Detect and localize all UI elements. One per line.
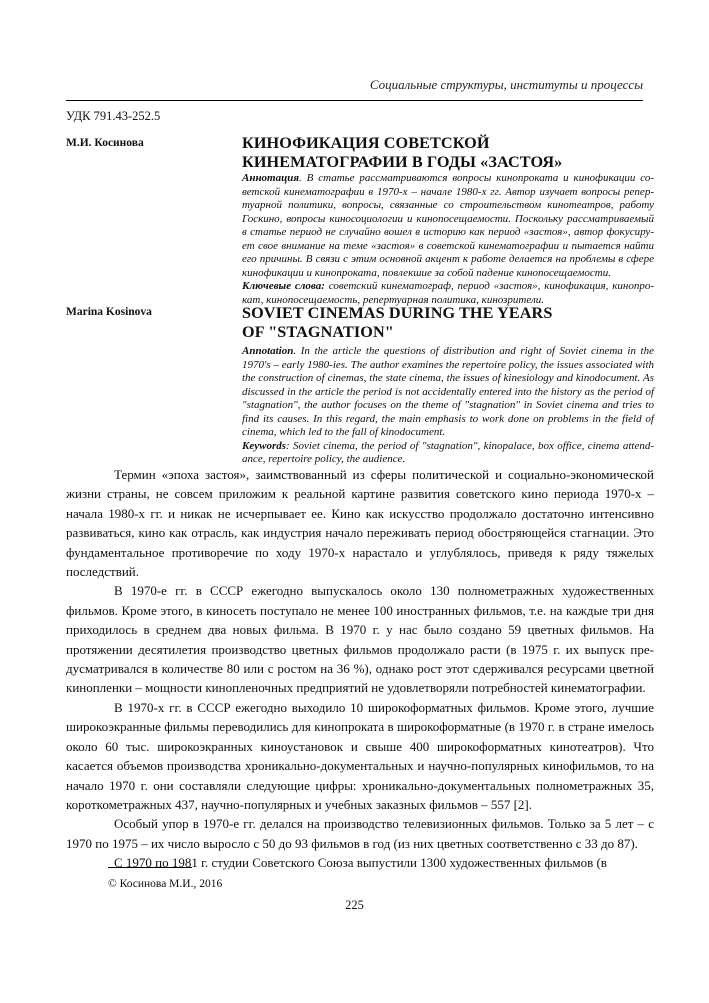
header-divider	[66, 100, 643, 101]
keywords-ru-text: советский кинематограф, период «застоя», кинофикация, кинопрокат, кинопосещаемость, репертуарная политика, кинозрители.	[242, 280, 654, 306]
abstract-en-text: . In the article the questions of distribution and right of Soviet cinema in the 1970's – early 1980-ies. The author examines the repertoire policy, the issues associated with the construction of cinemas, the state cinema, the issues of kinesiology and kinodocument. As discussed in the article the period is not accidentally entered into the history as the period of "stagnation", the author focuses on the theme of "stagnation" in Soviet cinema and tries to find its causes. In this regard, the main emphasis to work done on problems in the field of cinema, which led to the fall of kinodocument.	[242, 345, 654, 438]
title-en-line2: OF "STAGNATION"	[242, 323, 394, 341]
paragraph: С 1970 по 1981 г. студии Советского Союза выпустили 1300 художественных фильмов (в	[114, 855, 607, 871]
keywords-en	[242, 440, 654, 467]
author-en: Marina Kosinova	[66, 306, 152, 318]
abstract-en-label: Annotation	[242, 345, 294, 357]
title-ru-line1: КИНОФИКАЦИЯ СОВЕТСКОЙ	[242, 134, 490, 152]
abstract-ru	[242, 172, 654, 307]
running-head: Социальные структуры, институты и процессы	[369, 77, 643, 92]
abstract-en	[242, 345, 654, 467]
keywords-en-label: Keywords	[242, 439, 286, 452]
copyright-footnote: © Косинова М.И., 2016	[108, 878, 223, 890]
title-ru	[242, 134, 652, 172]
abstract-ru-label: Аннотация	[242, 172, 300, 184]
author-ru: М.И. Косинова	[66, 137, 144, 149]
keywords-ru-label: Ключевые слова:	[242, 280, 325, 292]
keywords-ru	[242, 280, 654, 307]
paragraph: В 1970-х гг. в СССР ежегодно выходило 10 широкоформатных фильмов. Кроме этого, лучшие широкоэкранные фильмы переводились для кинопроката в широкоформатные (в 1970 г. в стране имелось около 60 тыс. широкоэкранных киноустановок и свыше 400 широкоформатных кинотеатров). Что касается объемов производства хроникально-документальных и научно-популярных кинофильмов, то на начало 1970 г. они составляли следующие цифры: хроникально-документальных полнометражных 35, короткометражных 437, научно-популярных и учебных заказных фильмов – 557 [2].	[66, 699, 654, 812]
title-ru-line2: КИНЕМАТОГРАФИИ В ГОДЫ «ЗАСТОЯ»	[242, 153, 563, 171]
paragraph: Особый упор в 1970-е гг. делался на производство телевизионных фильмов. Только за 5 лет – с 1970 по 1975 – их число выросло с 50 до 93 фильмов в год (из них цветных соответственно с 33 до 87).	[66, 816, 654, 851]
udk-code: УДК 791.43-252.5	[66, 109, 161, 123]
abstract-ru-body	[242, 172, 654, 280]
body-text	[66, 465, 654, 873]
page-number: 225	[345, 898, 364, 912]
paragraph: В 1970-е гг. в СССР ежегодно выпускалось около 130 полнометражных художественных фильмов. Кроме этого, в киносеть поступало не менее 100 иностранных фильмов, т.е. на каждые три дня приходилось в среднем два новых фильма. В 1970 г. у нас было создано 59 цветных фильмов. На протяжении десятилетия производство цветных фильмов продолжало расти (в 1975 г. их выпуск предусматривался в количестве 80 или с ростом на 36 %), однако рост этот сдерживался ресурсами цветной кинопленки – мощности кинопленочных предприятий не удовлетворяли потребностей кинематографии.	[66, 583, 654, 696]
abstract-en-body	[242, 345, 654, 440]
footnote-divider	[108, 867, 192, 868]
abstract-ru-text: . В статье рассматриваются вопросы кинопроката и кинофикации советской кинематографии в 1970-х – начале 1980-х гг. Автор изучает вопросы репертуарной политики, вопросы, связанные со строительством кинотеатров, работу Госкино, вопросы киносоциологии и кинопосещаемости. Поскольку рассматриваемый в статье период не случайно вошел в историю как период «застоя», автор фокусирует свое внимание на теме «застоя» в советской кинематографии и пытается найти его причины. В связи с этим основной акцент к работе делается на проблемы в сфере кинофикации и кинопроката, повлекшие за собой падение кинопосещаемости.	[242, 172, 654, 279]
title-en-line1: SOVIET CINEMAS DURING THE YEARS	[242, 304, 553, 322]
title-en	[242, 304, 652, 342]
paragraph: Термин «эпоха застоя», заимствованный из сферы политической и социально-экономической жизни страны, не совсем приложим к реальной картине развития советского кино периода 1970-х – начала 1980-х гг. и никак не исчерпывает ее. Кино как искусство продолжало достаточно интенсивно развиваться, кино как отрасль, как индустрия начало переживать период обостряющейся стагнации. Это фундаментальное противоречие по ходу 1970-х нарастало и углублялось, приведя к ряду тяжелых последствий.	[66, 467, 654, 580]
keywords-en-text: : Soviet cinema, the period of "stagnation", kinopalace, box office, cinema attendance, repertoire policy, the audience.	[242, 439, 654, 465]
